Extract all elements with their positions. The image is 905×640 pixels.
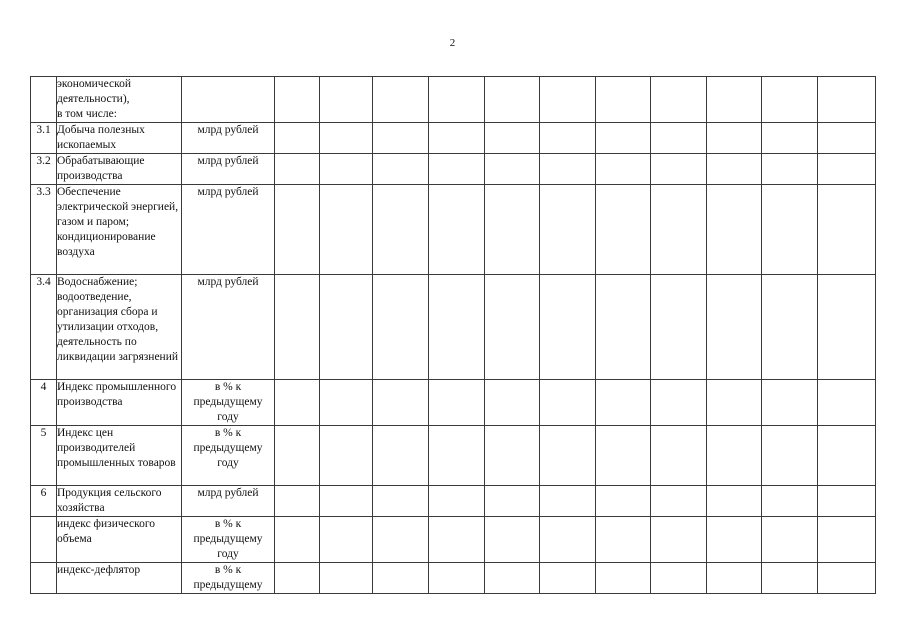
indicator-name: Водоснабжение; водоотведение, организация сбора и утилизации отходов, деятельность по ликвидации загрязнений xyxy=(57,275,182,380)
value-cell xyxy=(651,517,707,563)
value-cell xyxy=(485,426,540,486)
value-cell xyxy=(275,154,320,185)
value-cell xyxy=(429,123,485,154)
value-cell xyxy=(707,77,762,123)
indicator-name: Добыча полезных ископаемых xyxy=(57,123,182,154)
value-cell xyxy=(707,380,762,426)
indicator-name: индекс-дефлятор xyxy=(57,563,182,594)
value-cell xyxy=(429,185,485,275)
value-cell xyxy=(373,380,429,426)
unit-of-measure: в % к предыдущему году xyxy=(182,426,275,486)
value-cell xyxy=(762,77,818,123)
value-cell xyxy=(651,380,707,426)
value-cell xyxy=(540,123,596,154)
table-row xyxy=(31,380,876,426)
indicator-name: Индекс промышленного производства xyxy=(57,380,182,426)
value-cell xyxy=(651,486,707,517)
value-cell xyxy=(429,154,485,185)
table-row xyxy=(31,154,876,185)
value-cell xyxy=(707,563,762,594)
indicator-name: индекс физического объема xyxy=(57,517,182,563)
indicator-name: Индекс цен производителей промышленных товаров xyxy=(57,426,182,486)
value-cell xyxy=(275,563,320,594)
value-cell xyxy=(373,77,429,123)
indicator-name: Обрабатывающие производства xyxy=(57,154,182,185)
value-cell xyxy=(707,486,762,517)
value-cell xyxy=(762,563,818,594)
unit-of-measure: млрд рублей xyxy=(182,123,275,154)
unit-of-measure xyxy=(182,77,275,123)
table-row xyxy=(31,185,876,275)
value-cell xyxy=(818,77,876,123)
value-cell xyxy=(429,77,485,123)
value-cell xyxy=(485,77,540,123)
unit-of-measure: млрд рублей xyxy=(182,185,275,275)
value-cell xyxy=(429,275,485,380)
value-cell xyxy=(485,563,540,594)
row-number: 6 xyxy=(31,486,57,517)
value-cell xyxy=(275,185,320,275)
value-cell xyxy=(651,123,707,154)
value-cell xyxy=(320,563,373,594)
value-cell xyxy=(485,154,540,185)
value-cell xyxy=(320,185,373,275)
table-row xyxy=(31,275,876,380)
value-cell xyxy=(540,486,596,517)
indicators-table xyxy=(30,76,876,594)
value-cell xyxy=(596,426,651,486)
value-cell xyxy=(275,517,320,563)
value-cell xyxy=(707,154,762,185)
table-row xyxy=(31,486,876,517)
value-cell xyxy=(651,563,707,594)
value-cell xyxy=(429,426,485,486)
value-cell xyxy=(818,154,876,185)
value-cell xyxy=(762,380,818,426)
table-row xyxy=(31,517,876,563)
table-row xyxy=(31,426,876,486)
value-cell xyxy=(596,563,651,594)
value-cell xyxy=(540,275,596,380)
value-cell xyxy=(320,426,373,486)
value-cell xyxy=(540,517,596,563)
value-cell xyxy=(762,426,818,486)
value-cell xyxy=(762,486,818,517)
value-cell xyxy=(651,154,707,185)
row-number: 5 xyxy=(31,426,57,486)
value-cell xyxy=(275,486,320,517)
value-cell xyxy=(818,185,876,275)
value-cell xyxy=(818,563,876,594)
indicator-name: Продукция сельского хозяйства xyxy=(57,486,182,517)
value-cell xyxy=(596,77,651,123)
page-number: 2 xyxy=(449,37,456,49)
value-cell xyxy=(373,154,429,185)
value-cell xyxy=(818,486,876,517)
row-number xyxy=(31,77,57,123)
value-cell xyxy=(485,275,540,380)
value-cell xyxy=(320,123,373,154)
value-cell xyxy=(373,275,429,380)
table-row xyxy=(31,123,876,154)
value-cell xyxy=(373,185,429,275)
value-cell xyxy=(762,517,818,563)
value-cell xyxy=(651,426,707,486)
value-cell xyxy=(762,275,818,380)
value-cell xyxy=(707,517,762,563)
value-cell xyxy=(485,486,540,517)
value-cell xyxy=(429,563,485,594)
value-cell xyxy=(762,185,818,275)
value-cell xyxy=(540,380,596,426)
value-cell xyxy=(651,77,707,123)
row-number xyxy=(31,517,57,563)
unit-of-measure: в % к предыдущему xyxy=(182,563,275,594)
unit-of-measure: в % к предыдущему году xyxy=(182,517,275,563)
indicator-name: экономической деятельности), в том числе: xyxy=(57,77,182,123)
value-cell xyxy=(818,275,876,380)
value-cell xyxy=(596,275,651,380)
value-cell xyxy=(275,426,320,486)
value-cell xyxy=(485,380,540,426)
value-cell xyxy=(707,426,762,486)
value-cell xyxy=(762,154,818,185)
value-cell xyxy=(485,123,540,154)
value-cell xyxy=(596,380,651,426)
value-cell xyxy=(596,185,651,275)
value-cell xyxy=(485,517,540,563)
indicator-name: Обеспечение электрической энергией, газом и паром; кондиционирование воздуха xyxy=(57,185,182,275)
value-cell xyxy=(373,486,429,517)
value-cell xyxy=(596,154,651,185)
value-cell xyxy=(275,77,320,123)
value-cell xyxy=(320,517,373,563)
value-cell xyxy=(275,123,320,154)
value-cell xyxy=(818,426,876,486)
value-cell xyxy=(707,275,762,380)
value-cell xyxy=(651,275,707,380)
value-cell xyxy=(429,486,485,517)
value-cell xyxy=(320,154,373,185)
row-number xyxy=(31,563,57,594)
value-cell xyxy=(320,275,373,380)
value-cell xyxy=(485,185,540,275)
value-cell xyxy=(707,185,762,275)
value-cell xyxy=(320,77,373,123)
value-cell xyxy=(651,185,707,275)
value-cell xyxy=(540,563,596,594)
value-cell xyxy=(275,380,320,426)
row-number: 4 xyxy=(31,380,57,426)
row-number: 3.1 xyxy=(31,123,57,154)
value-cell xyxy=(707,123,762,154)
row-number: 3.3 xyxy=(31,185,57,275)
row-number: 3.4 xyxy=(31,275,57,380)
value-cell xyxy=(540,426,596,486)
value-cell xyxy=(275,275,320,380)
value-cell xyxy=(429,517,485,563)
value-cell xyxy=(373,426,429,486)
value-cell xyxy=(596,486,651,517)
unit-of-measure: млрд рублей xyxy=(182,275,275,380)
unit-of-measure: млрд рублей xyxy=(182,154,275,185)
table-row xyxy=(31,77,876,123)
unit-of-measure: в % к предыдущему году xyxy=(182,380,275,426)
unit-of-measure: млрд рублей xyxy=(182,486,275,517)
row-number: 3.2 xyxy=(31,154,57,185)
value-cell xyxy=(818,380,876,426)
value-cell xyxy=(429,380,485,426)
value-cell xyxy=(373,563,429,594)
value-cell xyxy=(596,123,651,154)
value-cell xyxy=(540,185,596,275)
value-cell xyxy=(320,486,373,517)
value-cell xyxy=(540,77,596,123)
table-row xyxy=(31,563,876,594)
value-cell xyxy=(818,517,876,563)
value-cell xyxy=(762,123,818,154)
value-cell xyxy=(596,517,651,563)
value-cell xyxy=(320,380,373,426)
value-cell xyxy=(373,517,429,563)
value-cell xyxy=(818,123,876,154)
value-cell xyxy=(540,154,596,185)
value-cell xyxy=(373,123,429,154)
